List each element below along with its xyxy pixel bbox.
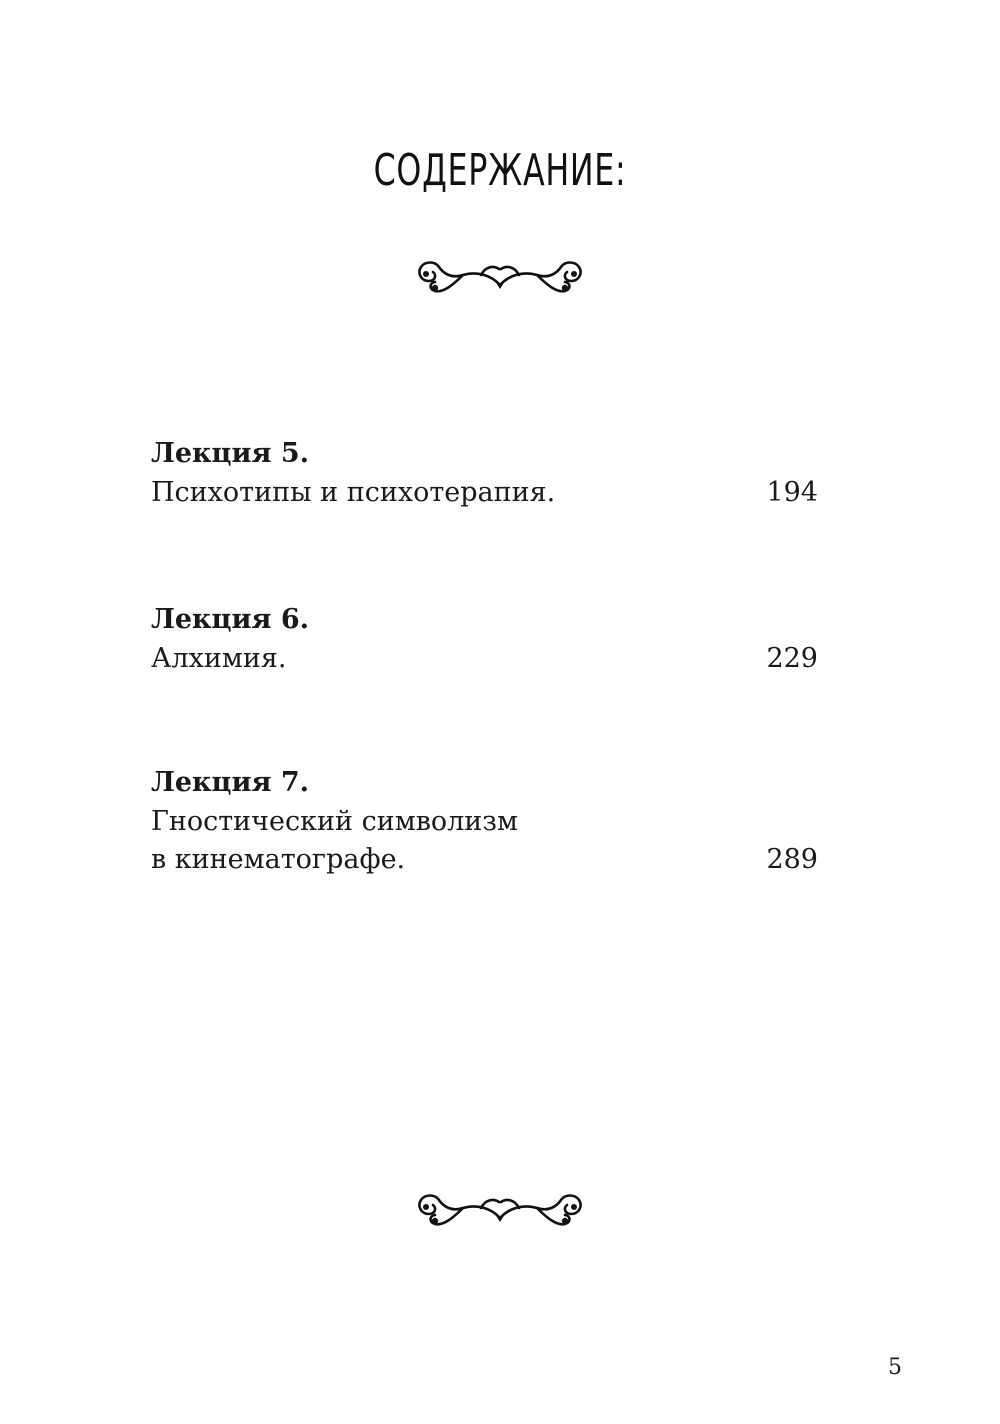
entry-page-number: 194 — [766, 477, 818, 508]
toc-entry[interactable] — [151, 434, 818, 512]
page-number: 5 — [888, 1355, 902, 1380]
flourish-ornament-icon — [413, 1188, 587, 1232]
entry-title-line — [151, 841, 818, 879]
entry-title: в кинематографе. — [151, 844, 406, 875]
flourish-ornament-icon — [413, 255, 587, 299]
entry-heading: Лекция 5. — [151, 438, 310, 469]
entry-page-number: 229 — [766, 643, 818, 674]
entry-page-number: 289 — [766, 844, 818, 875]
page-title: СОДЕРЖАНИЕ: — [373, 145, 627, 196]
entry-title-line — [151, 640, 818, 678]
toc-entry[interactable] — [151, 763, 818, 879]
entry-title: Алхимия. — [151, 643, 287, 674]
entry-title-line — [151, 803, 818, 841]
entry-heading: Лекция 7. — [151, 767, 310, 798]
entry-title: Гностический символизм — [151, 806, 519, 837]
entry-title: Психотипы и психотерапия. — [151, 477, 556, 508]
toc-entry[interactable] — [151, 600, 818, 678]
entry-title-line — [151, 474, 818, 512]
entry-heading: Лекция 6. — [151, 604, 310, 635]
